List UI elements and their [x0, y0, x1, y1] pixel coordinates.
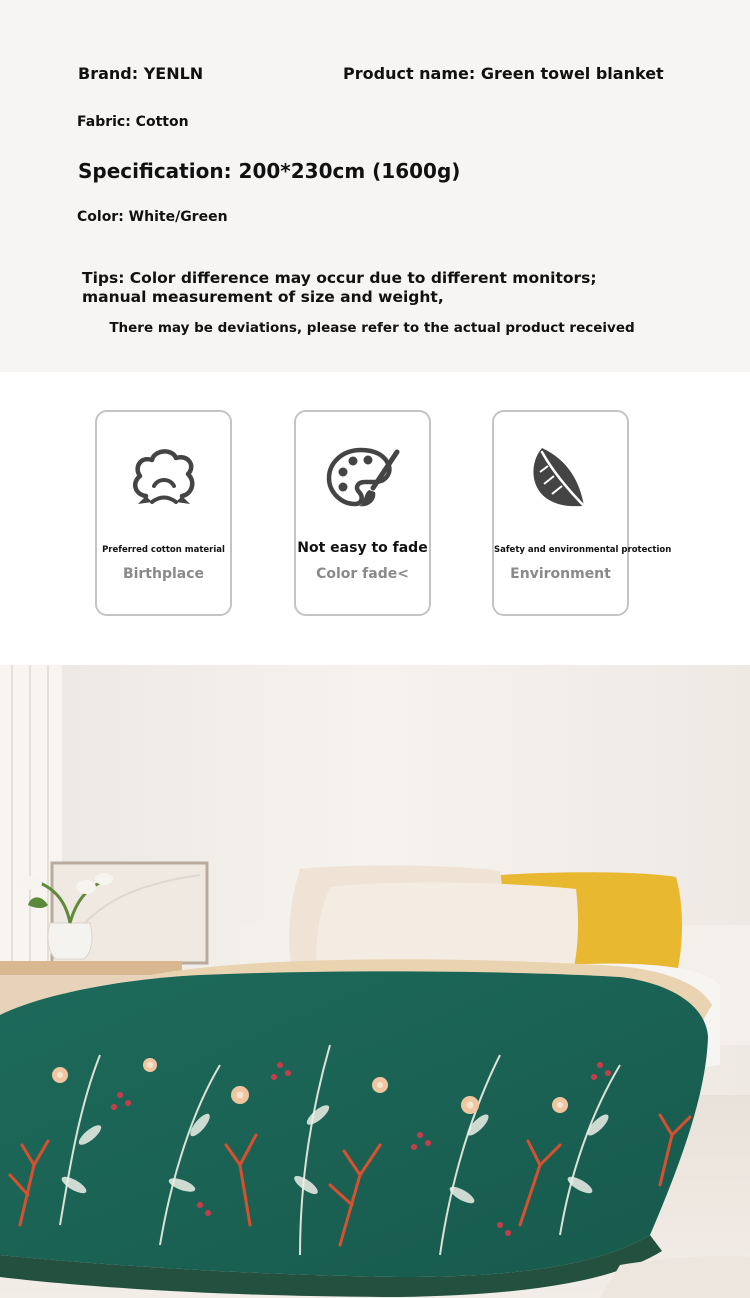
feature-title: Safety and environmental protection: [494, 545, 672, 555]
product-name-label: Product name: Green towel blanket: [343, 64, 664, 83]
feature-title: Not easy to fade: [297, 540, 428, 556]
feature-card-environment: [492, 410, 672, 616]
leaf-icon: [494, 442, 627, 514]
feature-title: Preferred cotton material: [102, 545, 225, 555]
tips-note: Tips: Color difference may occur due to different monitors; manual measurement of size and weight,: [82, 269, 597, 306]
feature-subtitle: Birthplace: [122, 566, 205, 582]
specification-label: Specification: 200*230cm (1600g): [78, 159, 461, 183]
feature-subtitle: Environment: [510, 566, 611, 582]
cotton-flower-icon: [97, 442, 230, 514]
feature-card-cotton: [95, 410, 232, 616]
palette-brush-icon: [296, 442, 429, 514]
color-label: Color: White/Green: [77, 209, 228, 225]
features-section: [0, 372, 750, 665]
feature-card-fade: [294, 410, 431, 616]
bedroom-photo: [0, 665, 750, 1298]
fabric-label: Fabric: Cotton: [77, 114, 189, 130]
brand-label: Brand: YENLN: [78, 64, 204, 83]
deviation-note: [0, 320, 750, 336]
product-info-section: [0, 0, 750, 372]
deviation-text: There may be deviations, please refer to the actual product received: [109, 320, 635, 336]
feature-subtitle: Color fade<: [316, 566, 409, 582]
